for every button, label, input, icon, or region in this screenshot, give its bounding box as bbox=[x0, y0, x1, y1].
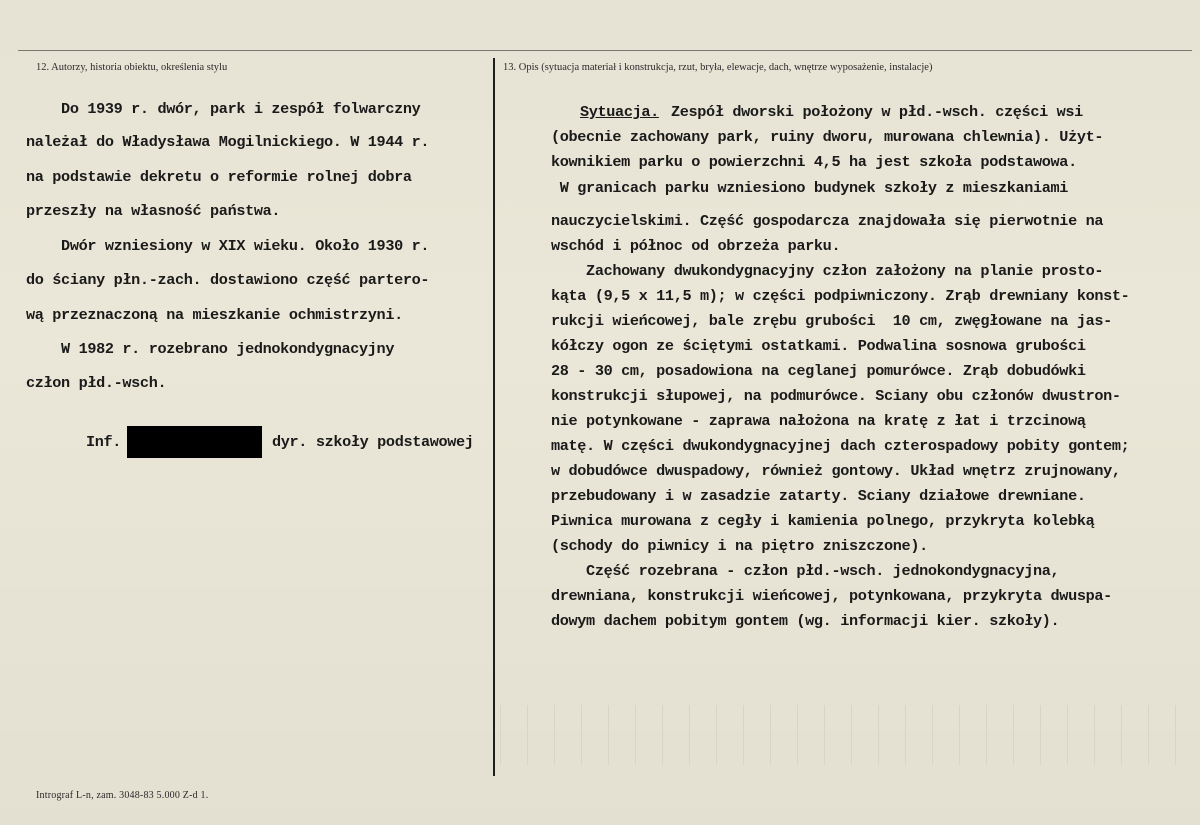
left-line: W 1982 r. rozebrano jednokondygnacyjny bbox=[26, 340, 395, 358]
right-line: matę. W części dwukondygnacyjnej dach czterospadowy pobity gontem; bbox=[551, 437, 1130, 455]
right-line: nauczycielskimi. Część gospodarcza znajdowała się pierwotnie na bbox=[551, 212, 1104, 230]
right-line: dowym dachem pobitym gontem (wg. informacji kier. szkoły). bbox=[551, 612, 1060, 630]
left-line: do ściany płn.-zach. dostawiono część partero- bbox=[26, 271, 430, 289]
right-line: rukcji wieńcowej, bale zrębu grubości 10 cm, zwęgłowane na jas- bbox=[551, 312, 1112, 330]
left-line: na podstawie dekretu o reformie rolnej dobra bbox=[26, 168, 412, 186]
informant-prefix: Inf. bbox=[86, 433, 122, 451]
left-line: człon płd.-wsch. bbox=[26, 374, 167, 392]
field-12-label: 12. Autorzy, historia obiektu, określenia stylu bbox=[36, 62, 228, 73]
right-line: Piwnica murowana z cegły i kamienia polnego, przykryta kolebką bbox=[551, 512, 1095, 530]
right-line: (schody do piwnicy i na piętro zniszczone). bbox=[551, 537, 928, 555]
right-line: 28 - 30 cm, posadowiona na ceglanej pomurówce. Zrąb dobudówki bbox=[551, 362, 1086, 380]
informant-suffix: dyr. szkoły podstawowej bbox=[272, 433, 474, 451]
right-line: Zespół dworski położony w płd.-wsch. części wsi bbox=[671, 103, 1083, 121]
left-line: Do 1939 r. dwór, park i zespół folwarczny bbox=[26, 100, 421, 118]
right-line: Zachowany dwukondygnacyjny człon założony na planie prosto- bbox=[551, 262, 1104, 280]
right-line: wschód i północ od obrzeża parku. bbox=[551, 237, 841, 255]
field-13-label: 13. Opis (sytuacja materiał i konstrukcja, rzut, bryła, elewacje, dach, wnętrze wyposażenie, instalacje) bbox=[503, 62, 933, 73]
top-rule bbox=[18, 50, 1192, 51]
left-line: Dwór wzniesiony w XIX wieku. Około 1930 r. bbox=[26, 237, 430, 255]
right-line: nie potynkowane - zaprawa nałożona na kratę z łat i trzcinową bbox=[551, 412, 1086, 430]
right-line: kółczy ogon ze ściętymi ostatkami. Podwalina sosnowa grubości bbox=[551, 337, 1086, 355]
left-line: wą przeznaczoną na mieszkanie ochmistrzyni. bbox=[26, 306, 403, 324]
right-line: w dobudówce dwuspadowy, również gontowy. Układ wnętrz zrujnowany, bbox=[551, 462, 1121, 480]
redaction-block bbox=[127, 426, 262, 458]
column-divider bbox=[493, 58, 495, 776]
right-line: drewniana, konstrukcji wieńcowej, potynkowana, przykryta dwuspa- bbox=[551, 587, 1112, 605]
right-line: (obecnie zachowany park, ruiny dworu, murowana chlewnia). Użyt- bbox=[551, 128, 1104, 146]
left-line: należał do Władysława Mogilnickiego. W 1944 r. bbox=[26, 133, 430, 151]
left-line: przeszły na własność państwa. bbox=[26, 202, 281, 220]
printer-footer: Intrograf L-n, zam. 3048-83 5.000 Z-d 1. bbox=[36, 790, 209, 801]
right-line: kąta (9,5 x 11,5 m); w części podpiwniczony. Zrąb drewniany konst- bbox=[551, 287, 1130, 305]
right-line: Część rozebrana - człon płd.-wsch. jednokondygnacyjna, bbox=[551, 562, 1060, 580]
right-line: przebudowany i w zasadzie zatarty. Sciany działowe drewniane. bbox=[551, 487, 1086, 505]
form-grid-trace bbox=[500, 705, 1190, 765]
section-heading-sytuacja: Sytuacja. bbox=[580, 103, 659, 121]
right-line: kownikiem parku o powierzchni 4,5 ha jest szkoła podstawowa. bbox=[551, 153, 1077, 171]
right-line: konstrukcji słupowej, na podmurówce. Sciany obu członów dwustron- bbox=[551, 387, 1121, 405]
right-line: W granicach parku wzniesiono budynek szkoły z mieszkaniami bbox=[551, 179, 1069, 197]
